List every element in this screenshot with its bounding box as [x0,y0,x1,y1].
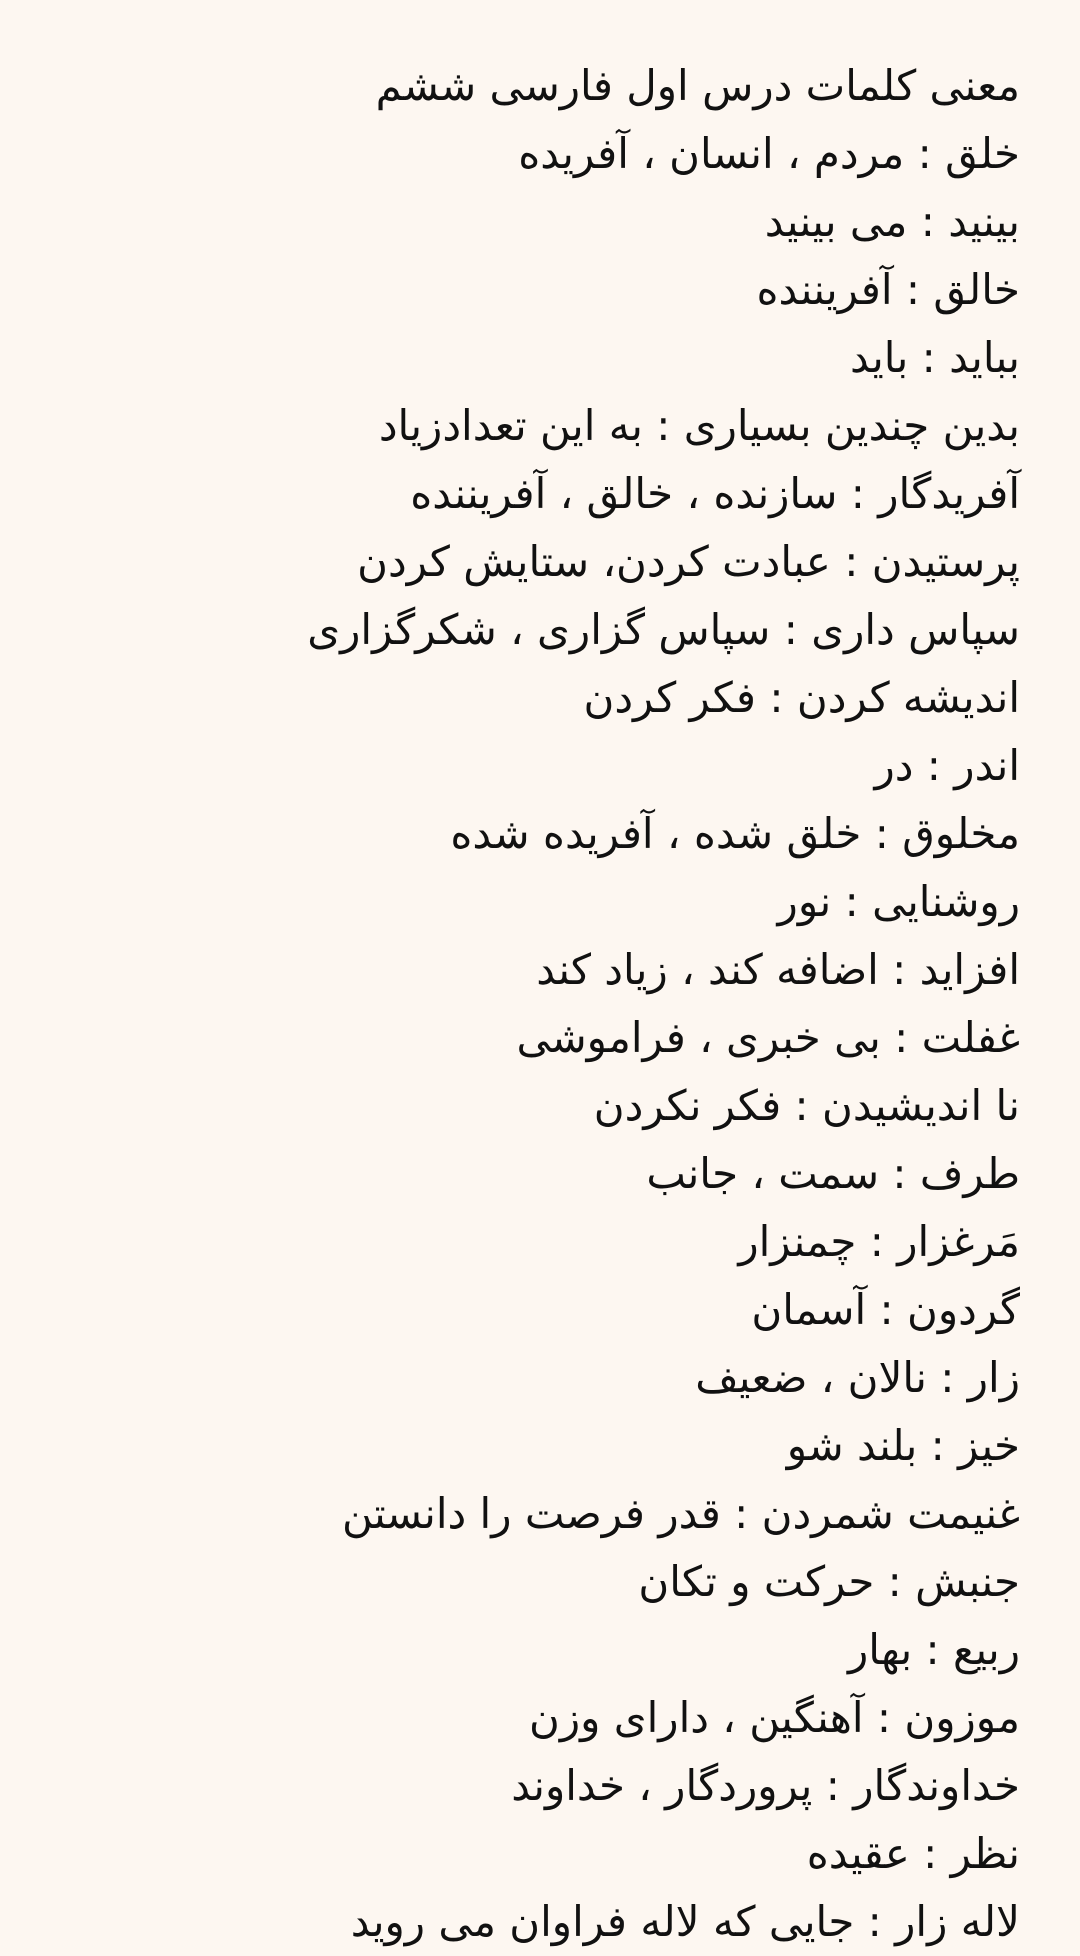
definition-line: ربیع : بهار [848,1625,1020,1674]
definition-line: طرف : سمت ، جانب [646,1149,1020,1198]
definition-line: افزاید : اضافه کند ، زیاد کند [536,945,1020,994]
definition-line: بینید : می بینید [764,197,1020,246]
definition-line: اندر : در [874,741,1020,790]
definition-line: غنیمت شمردن : قدر فرصت را دانستن [342,1489,1020,1538]
definition-line: خلق : مردم ، انسان ، آفریده [518,129,1020,178]
definition-line: مخلوق : خلق شده ، آفریده شده [450,809,1020,858]
definition-line: زار : نالان ، ضعیف [695,1353,1020,1402]
definition-line: غفلت : بی خبری ، فراموشی [516,1013,1020,1062]
definition-line: سپاس داری : سپاس گزاری ، شکرگزاری [307,605,1020,654]
definition-line: خالق : آفریننده [756,265,1020,314]
document-title: معنی کلمات درس اول فارسی ششم [375,61,1020,110]
definition-line: پرستیدن : عبادت کردن، ستایش کردن [357,537,1020,586]
definition-line: بباید : باید [850,333,1020,382]
definition-line: گردون : آسمان [751,1285,1020,1334]
definition-line: نا اندیشیدن : فکر نکردن [593,1081,1020,1130]
definition-line: اندیشه کردن : فکر کردن [583,673,1020,722]
definition-line: جنبش : حرکت و تکان [638,1557,1020,1606]
definition-line: روشنایی : نور [777,877,1020,926]
definition-line: بدین چندین بسیاری : به این تعدادزیاد [378,401,1020,450]
definition-line: نظر : عقیده [806,1829,1020,1878]
definition-line: خداوندگار : پروردگار ، خداوند [511,1761,1020,1810]
definition-line: لاله زار : جایی که لاله فراوان می روید [350,1897,1020,1946]
definition-line: مَرغزار : چمنزار [738,1217,1020,1266]
definition-line: خیز : بلند شو [786,1421,1020,1470]
definition-line: موزون : آهنگین ، دارای وزن [529,1693,1020,1742]
vocabulary-document [40,52,1020,1956]
definition-line: آفریدگار : سازنده ، خالق ، آفریننده [410,469,1020,518]
